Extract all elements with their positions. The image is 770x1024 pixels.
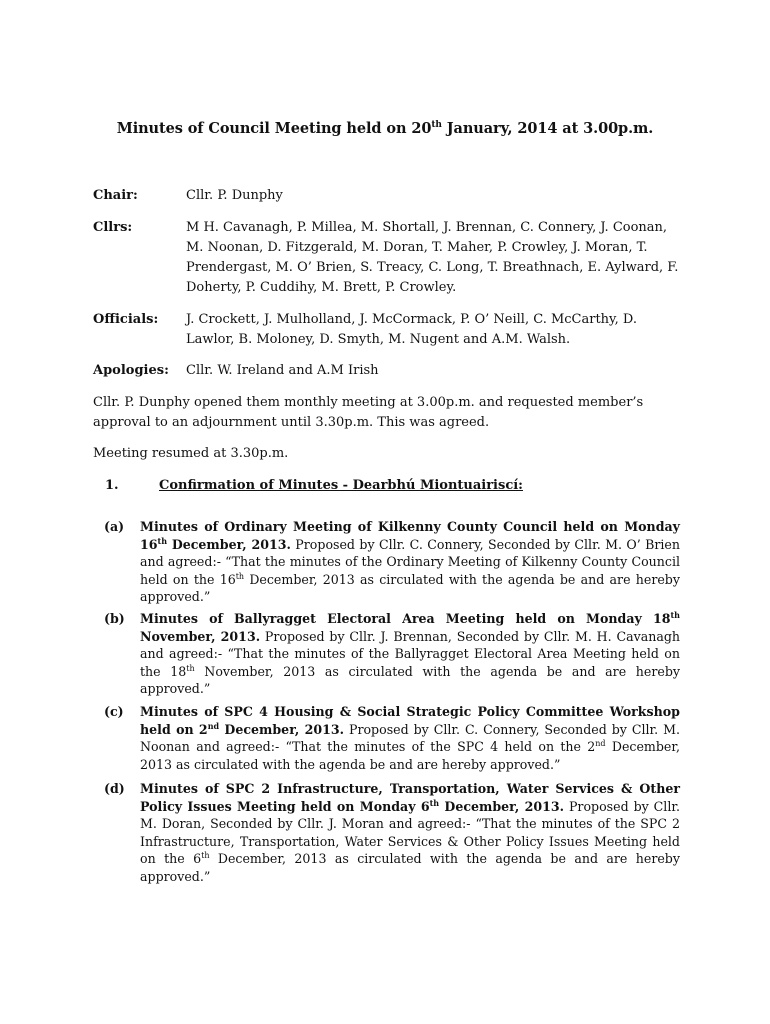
chair-label: Chair: — [93, 188, 138, 203]
item-text: Minutes of Ordinary Meeting of Kilkenny County Council held on Monday 16th December, 2013. Proposed by Cllr. C. Connery, Seconded by Cllr. M. O’ Brien and agreed:- “That the minutes of the Ordinary Meeting of Kilkenny County Council held on the 16th December, 2013 as circulated with the agenda be and are hereby approved.” — [140, 519, 680, 604]
apologies-label: Apologies: — [93, 363, 169, 378]
opening-paragraph: Cllr. P. Dunphy opened them monthly meeting at 3.00p.m. and requested member’s approval to an adjournment until 3.30p.m. This was agreed. — [93, 395, 644, 430]
section-number: 1. — [105, 478, 119, 493]
item-marker: (c) — [104, 704, 124, 719]
section-title: Confirmation of Minutes - Dearbhú Miontuairiscí: — [159, 478, 523, 493]
officials-label: Officials: — [93, 312, 159, 327]
page-title: Minutes of Council Meeting held on 20th January, 2014 at 3.00p.m. — [116, 120, 654, 137]
item-text: Minutes of Ballyragget Electoral Area Meeting held on Monday 18th November, 2013. Proposed by Cllr. J. Brennan, Seconded by Cllr. M. H. Cavanagh and agreed:- “That the minutes of the Ballyragget Electoral Area Meeting held on the 18th November, 2013 as circulated with the agenda be and are hereby approved.” — [140, 609, 681, 696]
officials-value: J. Crockett, J. Mulholland, J. McCormack, P. O’ Neill, C. McCarthy, D. Lawlor, B. Moloney, D. Smyth, M. Nugent and A.M. Walsh. — [186, 312, 638, 347]
cllrs-label: Cllrs: — [93, 220, 133, 235]
item-marker: (b) — [104, 611, 125, 626]
item-text: Minutes of SPC 4 Housing & Social Strategic Policy Committee Workshop held on 2nd December, 2013. Proposed by Cllr. C. Connery, Seconded by Cllr. M. Noonan and agreed:- “That the minutes of the SPC 4 held on the 2nd December, 2013 as circulated with the agenda be and are hereby approved.” — [140, 704, 680, 772]
item-marker: (d) — [104, 781, 125, 796]
chair-value: Cllr. P. Dunphy — [186, 188, 283, 203]
item-text: Minutes of SPC 2 Infrastructure, Transportation, Water Services & Other Policy Issues Meeting held on Monday 6th December, 2013. Proposed by Cllr. M. Doran, Seconded by Cllr. J. Moran and agreed:- “That the minutes of the SPC 2 Infrastructure, Transportation, Water Services & Other Policy Issues Meeting held on the 6th December, 2013 as circulated with the agenda be and are hereby approved.” — [140, 781, 680, 884]
item-marker: (a) — [104, 519, 125, 534]
resumed-paragraph: Meeting resumed at 3.30p.m. — [93, 446, 289, 461]
apologies-value: Cllr. W. Ireland and A.M Irish — [186, 363, 379, 378]
cllrs-value: M H. Cavanagh, P. Millea, M. Shortall, J. Brennan, C. Connery, J. Coonan, M. Noonan, D. Fitzgerald, M. Doran, T. Maher, P. Crowley, J. Moran, T. Prendergast, M. O’ Brien, S. Treacy, C. Long, T. Breathnach, E. Aylward, F. Doherty, P. Cuddihy, M. Brett, P. Crowley. — [186, 220, 679, 295]
